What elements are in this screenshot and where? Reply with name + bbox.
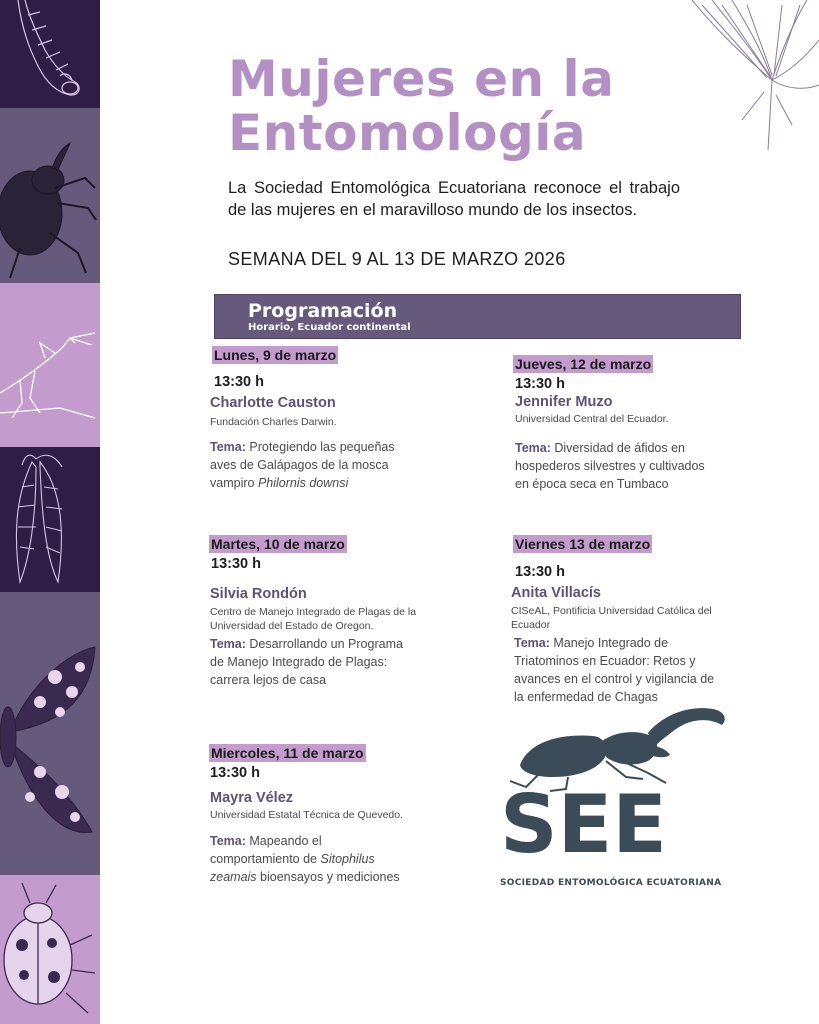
program-banner — [214, 294, 741, 339]
logo-acronym: SEE — [500, 778, 667, 871]
topic-prefix: Tema: — [514, 636, 550, 650]
program-title: Programación — [248, 300, 398, 322]
topic-prefix: Tema: — [210, 637, 246, 651]
speaker-name: Mayra Vélez — [210, 790, 294, 806]
lacewing-icon — [0, 447, 100, 592]
speaker-name: Charlotte Causton — [210, 395, 336, 411]
topic-prefix: Tema: — [210, 440, 246, 454]
speaker-name: Anita Villacís — [511, 585, 601, 601]
day-label: Miercoles, 11 de marzo — [211, 745, 364, 761]
session-topic: Tema: Diversidad de áfidos en hospederos silvestres y cultivados en época seca en Tumbaco — [515, 441, 705, 491]
title-line-2: Entomología — [228, 104, 587, 162]
butterfly-icon — [672, 0, 819, 160]
session-time: 13:30 h — [210, 765, 260, 781]
strip-panel-moth — [0, 592, 100, 875]
session-topic: Tema: Protegiendo las pequeñas aves de Galápagos de la mosca vampiro Philornis downsi — [210, 440, 395, 490]
program-subtitle: Horario, Ecuador continental — [248, 322, 411, 333]
speaker-affiliation: Universidad Central del Ecuador. — [515, 413, 669, 425]
topic-prefix: Tema: — [515, 441, 551, 455]
mantis-icon — [0, 283, 100, 447]
speaker-affiliation: Universidad Estatal Técnica de Quevedo. — [210, 809, 403, 821]
speaker-affiliation: Centro de Manejo Integrado de Plagas de la Universidad del Estado de Oregon. — [210, 606, 417, 632]
session-time: 13:30 h — [515, 564, 565, 580]
topic-prefix: Tema: — [210, 834, 246, 848]
day-label: Martes, 10 de marzo — [211, 536, 345, 552]
title-line-1: Mujeres en la — [228, 50, 615, 108]
session-time: 13:30 h — [214, 374, 264, 390]
insect-strip — [0, 0, 100, 1024]
beetle-icon — [0, 108, 100, 283]
session-topic: Tema: Desarrollando un Programa de Manejo Integrado de Plagas: carrera lejos de casa — [210, 637, 403, 687]
speaker-affiliation: CISeAL, Pontificia Universidad Católica del Ecuador — [511, 605, 712, 631]
session-topic: Tema: Manejo Integrado de Triatominos en Ecuador: Retos y avances en el control y vigilancia de la enfermedad de Chagas — [514, 636, 715, 704]
strip-panel-larva — [0, 0, 100, 108]
larva-icon — [0, 0, 100, 108]
intro-text: La Sociedad Entomológica Ecuatoriana reconoce el trabajo de las mujeres en el maravilloso mundo de los insectos. — [228, 179, 680, 219]
session-topic: Tema: Mapeando el comportamiento de Sitophilus zeamais bioensayos y mediciones — [210, 834, 400, 884]
session-time: 13:30 h — [211, 556, 261, 572]
strip-panel-mantis — [0, 283, 100, 447]
speaker-name: Silvia Rondón — [210, 586, 307, 602]
day-label: Lunes, 9 de marzo — [214, 347, 337, 363]
speaker-affiliation: Fundación Charles Darwin. — [210, 416, 337, 428]
session-time: 13:30 h — [515, 376, 565, 392]
logo-name: SOCIEDAD ENTOMOLÓGICA ECUATORIANA — [500, 878, 722, 888]
strip-panel-beetle — [0, 108, 100, 283]
day-label: Jueves, 12 de marzo — [515, 356, 652, 372]
week-dates: SEMANA DEL 9 AL 13 DE MARZO 2026 — [228, 249, 566, 269]
day-label: Viernes 13 de marzo — [515, 536, 651, 552]
moth-icon — [0, 592, 100, 875]
ladybug-icon — [0, 875, 100, 1024]
page-title — [228, 52, 614, 160]
strip-panel-ladybug — [0, 875, 100, 1024]
speaker-name: Jennifer Muzo — [515, 394, 613, 410]
strip-panel-lacewing — [0, 447, 100, 592]
